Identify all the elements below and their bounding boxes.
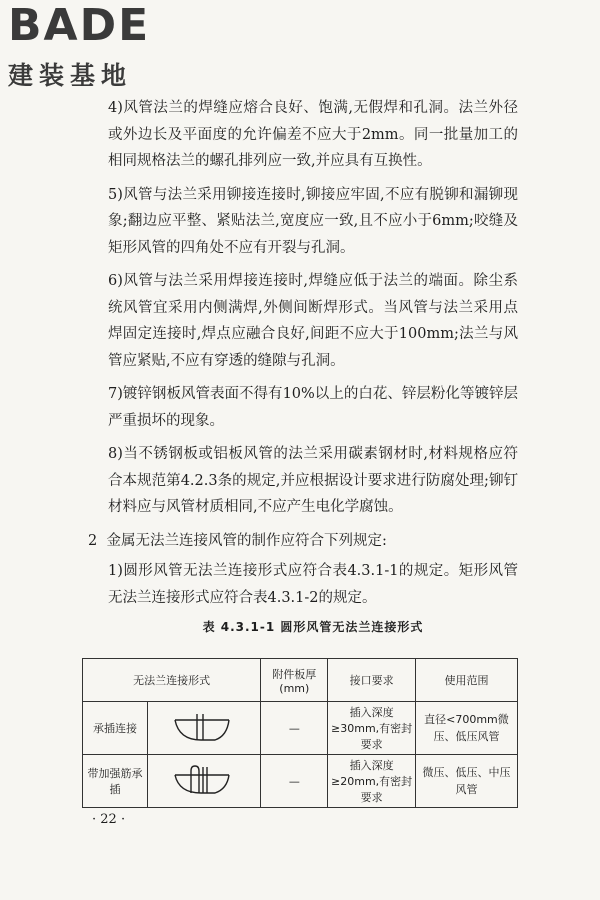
list-item: 7)镀锌钢板风管表面不得有10%以上的白花、锌层粉化等镀锌层严重损坏的现象。 [108, 386, 518, 429]
item-text: 当不锈钢板或铝板风管的法兰采用碳素钢材时,材料规格应符合本规范第4.2.3条的规定,并应根据设计要求进行防腐处理;铆钉材料应与风管材质相同,不应产生电化学腐蚀。 [108, 446, 518, 515]
page-number: · 22 · [92, 812, 126, 827]
socket-joint-icon [169, 710, 239, 744]
row-thickness: — [261, 755, 328, 808]
list-item: 4)风管法兰的焊缝应熔合良好、饱满,无假焊和孔洞。法兰外径或外边长及平面度的允许偏差不应大于2mm。同一批量加工的相同规格法兰的螺孔排列应一致,并应具有互换性。 [108, 100, 518, 169]
table-caption: 表 4.3.1-1 圆形风管无法兰连接形式 [202, 620, 424, 634]
row-name: 带加强筋承插 [83, 755, 148, 808]
list-item: 5)风管与法兰采用铆接连接时,铆接应牢固,不应有脱铆和漏铆现象;翻边应平整、紧贴法兰,宽度应一致,且不应小于6mm;咬缝及矩形风管的四角处不应有开裂与孔洞。 [108, 186, 518, 256]
table-header-row [83, 659, 518, 702]
header-thickness: 附件板厚(mm) [261, 659, 328, 702]
row-requirement: 插入深度≥20mm,有密封要求 [328, 755, 416, 808]
ribbed-socket-icon [169, 763, 239, 797]
section-heading: 2 金属无法兰连接风管的制作应符合下列规定: [88, 532, 387, 549]
logo-brand: BADE [8, 0, 151, 51]
table-row [83, 702, 518, 755]
logo [8, 0, 178, 92]
list-item: 1)圆形风管无法兰连接形式应符合表4.3.1-1的规定。矩形风管无法兰连接形式应符合表4.3.1-2的规定。 [108, 563, 518, 606]
row-name: 承插连接 [83, 702, 148, 755]
row-thickness: — [261, 702, 328, 755]
header-requirement: 接口要求 [328, 659, 416, 702]
list-item: 6)风管与法兰采用焊接连接时,焊缝应低于法兰的端面。除尘系统风管宜采用内侧满焊,外侧间断焊形式。当风管与法兰采用点焊固定连接时,焊点应融合良好,间距不应大于100mm;法兰与风管应紧贴,不应有穿透的缝隙与孔洞。 [108, 273, 518, 369]
body-text [88, 95, 518, 641]
list-item: 8)当不锈钢板或铝板风管的法兰采用碳素钢材时,材料规格应符合本规范第4.2.3条的规定,并应根据设计要求进行防腐处理;铆钉材料应与风管材质相同,不应产生电化学腐蚀。 [108, 446, 518, 515]
row-requirement: 插入深度≥30mm,有密封要求 [328, 702, 416, 755]
ribbed-socket-diagram [147, 755, 260, 808]
row-range: 直径<700mm微压、低压风管 [415, 702, 517, 755]
item-text: 圆形风管无法兰连接形式应符合表4.3.1-1的规定。矩形风管无法兰连接形式应符合表4.3.1-2的规定。 [108, 563, 518, 606]
item-text: 风管与法兰采用焊接连接时,焊缝应低于法兰的端面。除尘系统风管宜采用内侧满焊,外侧间断焊形式。当风管与法兰采用点焊固定连接时,焊点应融合良好,间距不应大于100mm;法兰与风管应紧贴,不应有穿透的缝隙与孔洞。 [108, 273, 518, 369]
table-row [83, 755, 518, 808]
header-range: 使用范围 [415, 659, 517, 702]
socket-joint-diagram [147, 702, 260, 755]
connection-table [82, 658, 518, 808]
header-form: 无法兰连接形式 [83, 659, 261, 702]
row-range: 微压、低压、中压风管 [415, 755, 517, 808]
item-text: 镀锌钢板风管表面不得有10%以上的白花、锌层粉化等镀锌层严重损坏的现象。 [108, 386, 518, 429]
item-text: 风管法兰的焊缝应熔合良好、饱满,无假焊和孔洞。法兰外径或外边长及平面度的允许偏差不应大于2mm。同一批量加工的相同规格法兰的螺孔排列应一致,并应具有互换性。 [108, 100, 518, 169]
logo-tagline: 建装基地 [8, 61, 133, 90]
item-text: 风管与法兰采用铆接连接时,铆接应牢固,不应有脱铆和漏铆现象;翻边应平整、紧贴法兰,宽度应一致,且不应小于6mm;咬缝及矩形风管的四角处不应有开裂与孔洞。 [108, 186, 518, 256]
